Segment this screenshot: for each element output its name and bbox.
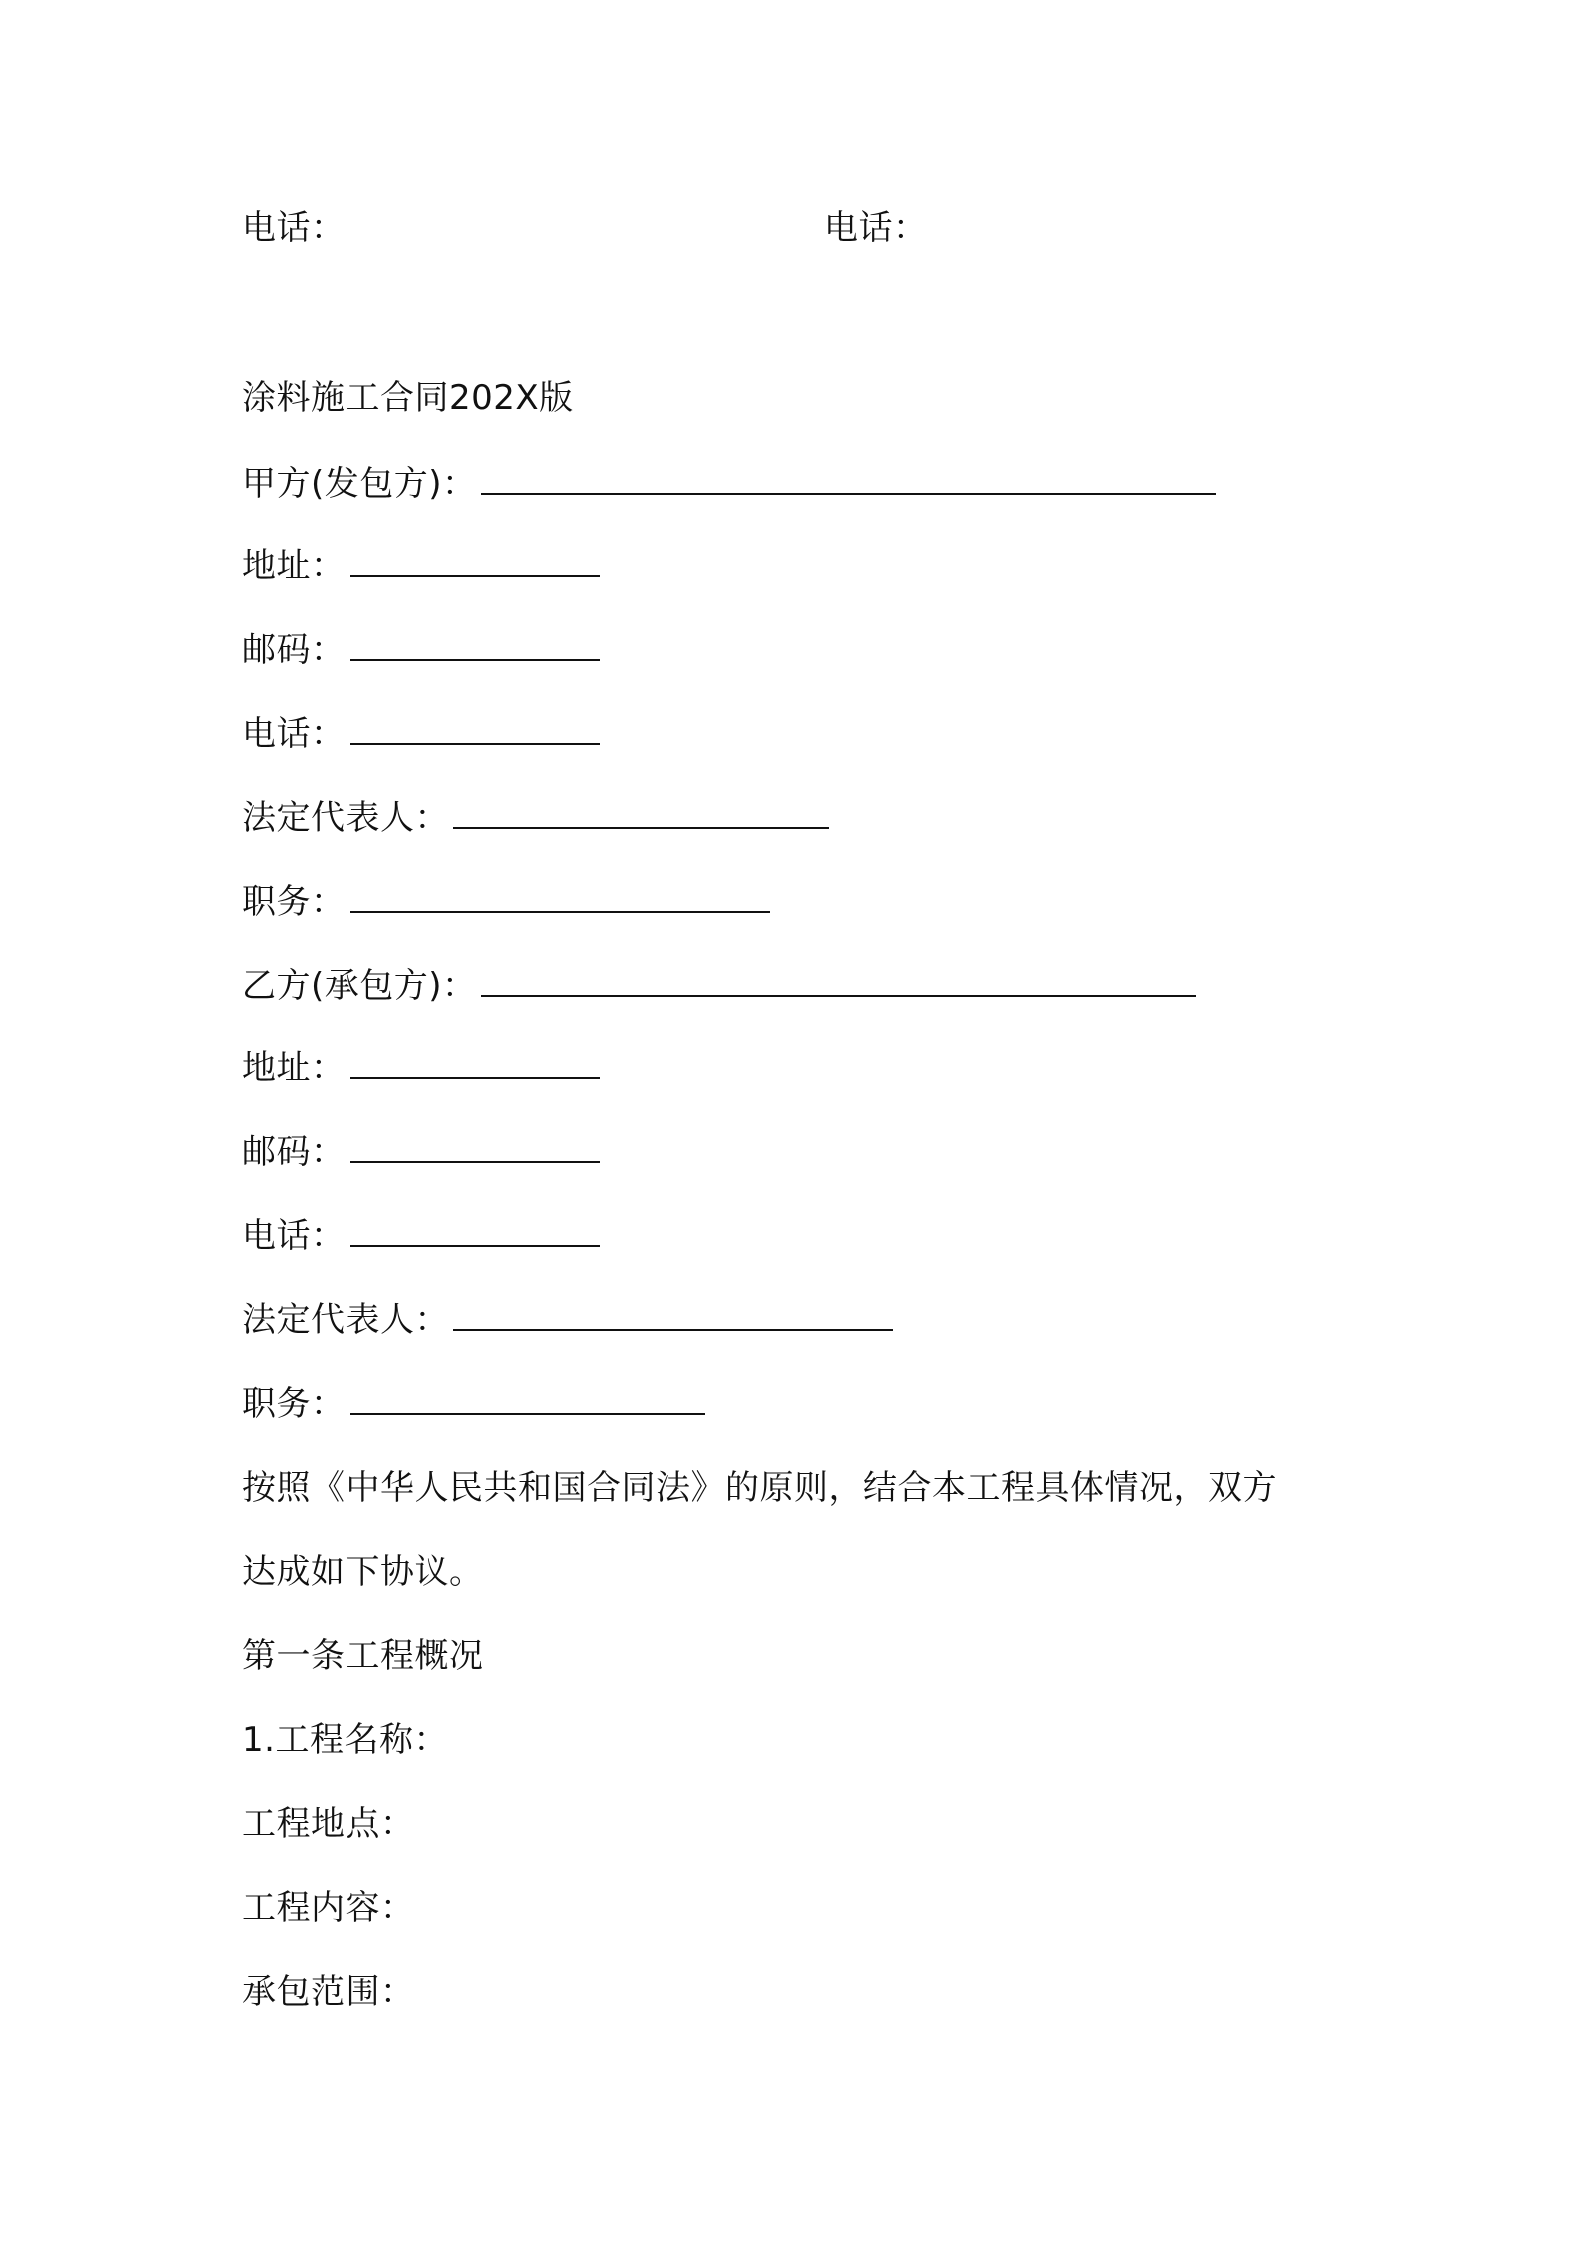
contract-scope: 承包范围： bbox=[242, 1972, 415, 2012]
project-content: 工程内容： bbox=[242, 1888, 415, 1928]
article-1-heading: 第一条工程概况 bbox=[242, 1636, 484, 1676]
top-phone-right: 电话： bbox=[824, 208, 928, 248]
party-b-position: 职务： bbox=[242, 1382, 705, 1426]
party-a-postcode-blank[interactable] bbox=[350, 629, 600, 661]
party-b-address: 地址： bbox=[242, 1046, 600, 1090]
party-a-phone: 电话： bbox=[242, 712, 600, 756]
party-a-legal-rep-blank[interactable] bbox=[453, 797, 829, 829]
party-a-phone-blank[interactable] bbox=[350, 713, 600, 745]
party-b-phone-blank[interactable] bbox=[350, 1215, 600, 1247]
party-b-phone: 电话： bbox=[242, 1214, 600, 1258]
party-b-address-blank[interactable] bbox=[350, 1047, 600, 1079]
party-b-position-blank[interactable] bbox=[350, 1383, 705, 1415]
party-a-position-blank[interactable] bbox=[350, 881, 770, 913]
party-b-legal-rep-blank[interactable] bbox=[453, 1299, 893, 1331]
intro-line-2: 达成如下协议。 bbox=[242, 1552, 484, 1592]
party-b-heading: 乙方(承包方)： bbox=[242, 964, 1196, 1008]
party-a-position: 职务： bbox=[242, 880, 770, 924]
party-a-name-blank[interactable] bbox=[481, 463, 1216, 495]
intro-line-1: 按照《中华人民共和国合同法》的原则，结合本工程具体情况，双方 bbox=[242, 1468, 1277, 1508]
party-a-legal-rep: 法定代表人： bbox=[242, 796, 829, 840]
project-name: 1.工程名称： bbox=[242, 1720, 448, 1760]
party-b-postcode-blank[interactable] bbox=[350, 1131, 600, 1163]
party-b-legal-rep: 法定代表人： bbox=[242, 1298, 893, 1342]
party-b-name-blank[interactable] bbox=[481, 965, 1196, 997]
party-a-address-blank[interactable] bbox=[350, 545, 600, 577]
project-location: 工程地点： bbox=[242, 1804, 415, 1844]
party-b-postcode: 邮码： bbox=[242, 1130, 600, 1174]
top-phone-left: 电话： bbox=[242, 208, 346, 248]
party-a-address: 地址： bbox=[242, 544, 600, 588]
document-title: 涂料施工合同202X版 bbox=[242, 378, 574, 418]
party-a-postcode: 邮码： bbox=[242, 628, 600, 672]
party-a-heading: 甲方(发包方)： bbox=[242, 462, 1216, 506]
